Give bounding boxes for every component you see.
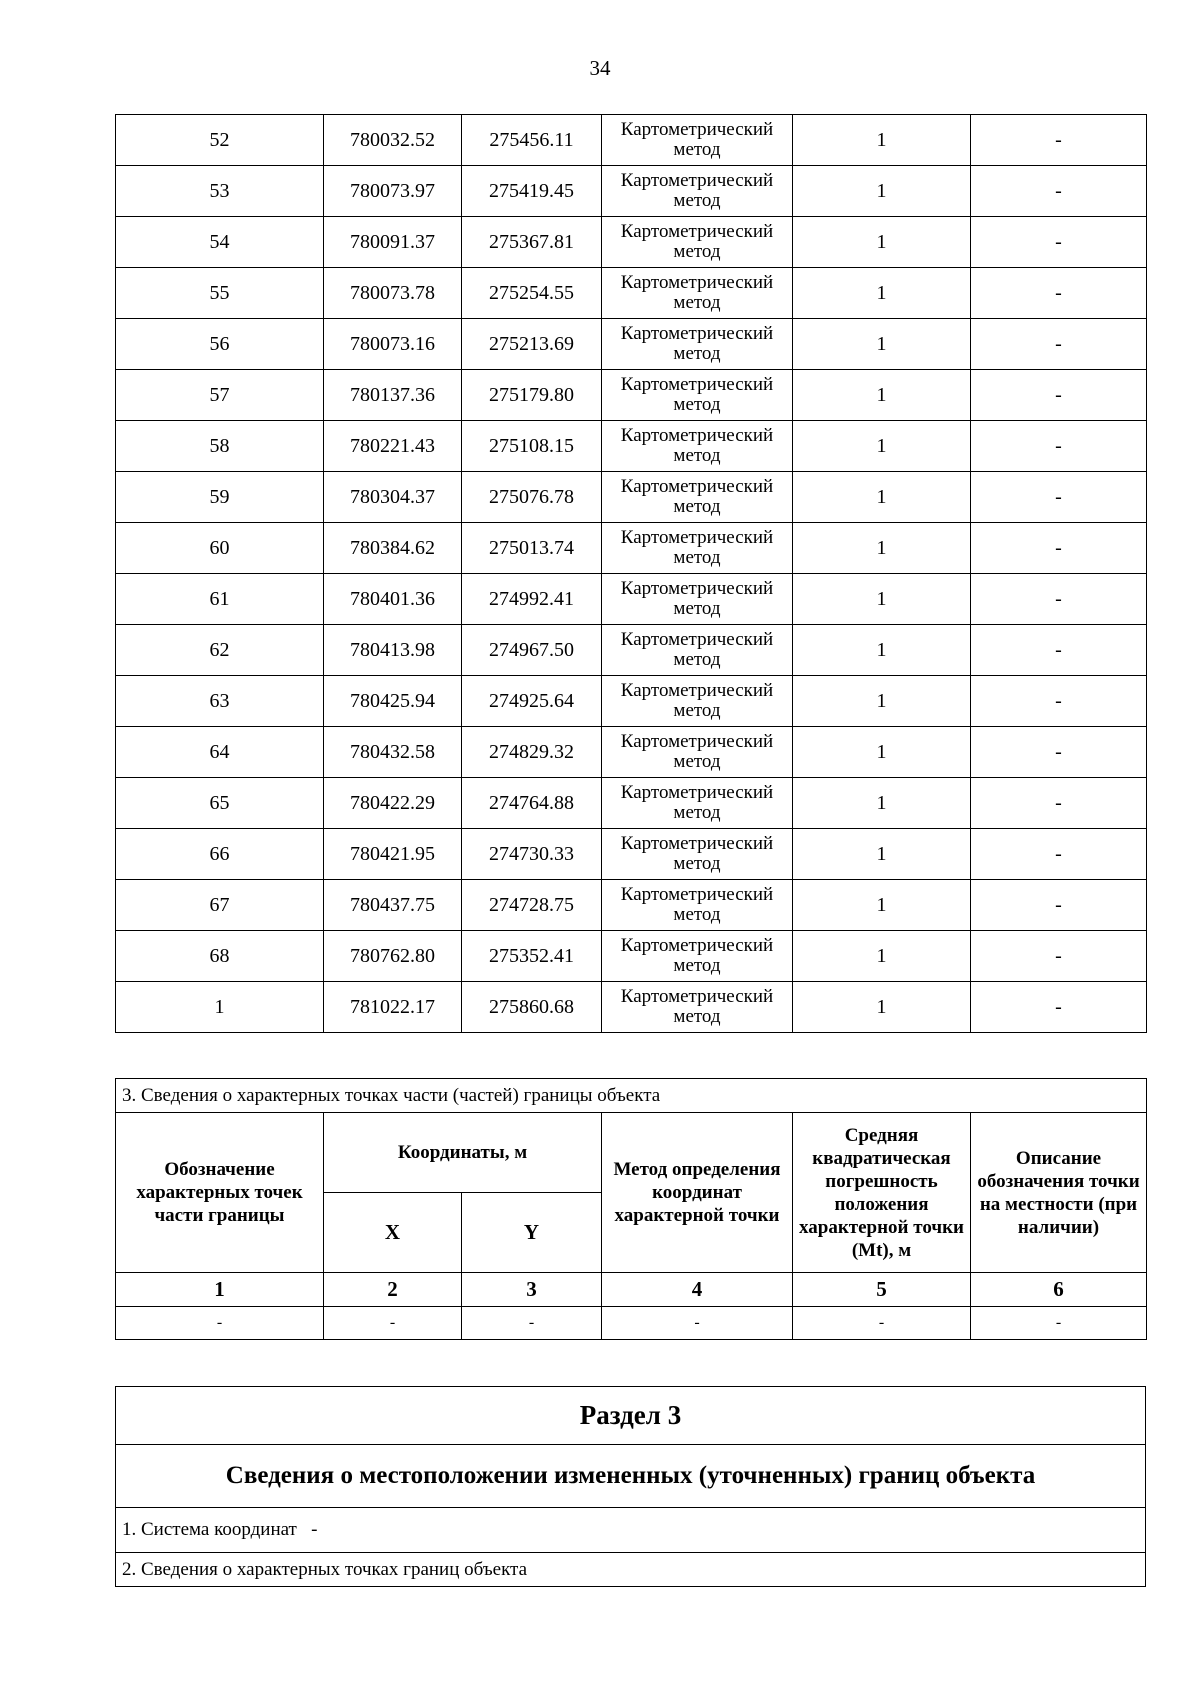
method-cell: Картометрический метод: [602, 115, 793, 166]
points-caption: 2. Сведения о характерных точках границ объекта: [116, 1553, 1146, 1587]
description-cell: -: [971, 319, 1147, 370]
method-cell: Картометрический метод: [602, 268, 793, 319]
method-cell: Картометрический метод: [602, 421, 793, 472]
section-subtitle: Сведения о местоположении измененных (уточненных) границ объекта: [116, 1445, 1146, 1508]
method-cell: Картометрический метод: [602, 676, 793, 727]
point-number-cell: 60: [116, 523, 324, 574]
description-cell: -: [971, 931, 1147, 982]
method-cell: Картометрический метод: [602, 370, 793, 421]
table-row: [116, 115, 1147, 166]
table-row: [116, 268, 1147, 319]
y-coordinate-cell: 274925.64: [462, 676, 602, 727]
description-cell: -: [971, 370, 1147, 421]
point-number-cell: 62: [116, 625, 324, 676]
accuracy-cell: 1: [793, 268, 971, 319]
description-cell: -: [971, 625, 1147, 676]
table-row: [116, 880, 1147, 931]
column-numbers-row: [116, 1273, 1147, 1307]
table-row: [116, 676, 1147, 727]
accuracy-cell: 1: [793, 931, 971, 982]
x-coordinate-cell: 780384.62: [324, 523, 462, 574]
table-row: [116, 574, 1147, 625]
table-row: [116, 727, 1147, 778]
x-coordinate-cell: 780432.58: [324, 727, 462, 778]
x-coordinate-cell: 780073.78: [324, 268, 462, 319]
accuracy-cell: 1: [793, 115, 971, 166]
y-coordinate-cell: 275179.80: [462, 370, 602, 421]
column-number: 1: [116, 1273, 324, 1307]
header-method: Метод определения координат характерной точки: [602, 1113, 793, 1273]
x-coordinate-cell: 780032.52: [324, 115, 462, 166]
description-cell: -: [971, 676, 1147, 727]
empty-cell: -: [602, 1307, 793, 1340]
point-number-cell: 55: [116, 268, 324, 319]
description-cell: -: [971, 217, 1147, 268]
y-coordinate-cell: 275419.45: [462, 166, 602, 217]
point-number-cell: 65: [116, 778, 324, 829]
boundary-points-table: [115, 114, 1147, 1033]
accuracy-cell: 1: [793, 319, 971, 370]
empty-cell: -: [793, 1307, 971, 1340]
description-cell: -: [971, 166, 1147, 217]
x-coordinate-cell: 780422.29: [324, 778, 462, 829]
method-cell: Картометрический метод: [602, 829, 793, 880]
x-coordinate-cell: 781022.17: [324, 982, 462, 1033]
accuracy-cell: 1: [793, 217, 971, 268]
header-x: X: [324, 1193, 462, 1273]
accuracy-cell: 1: [793, 523, 971, 574]
y-coordinate-cell: 274730.33: [462, 829, 602, 880]
empty-cell: -: [116, 1307, 324, 1340]
y-coordinate-cell: 274764.88: [462, 778, 602, 829]
method-cell: Картометрический метод: [602, 319, 793, 370]
table-row: [116, 370, 1147, 421]
description-cell: -: [971, 574, 1147, 625]
accuracy-cell: 1: [793, 982, 971, 1033]
y-coordinate-cell: 274829.32: [462, 727, 602, 778]
accuracy-cell: 1: [793, 880, 971, 931]
accuracy-cell: 1: [793, 574, 971, 625]
method-cell: Картометрический метод: [602, 574, 793, 625]
table-row: [116, 217, 1147, 268]
y-coordinate-cell: 275456.11: [462, 115, 602, 166]
point-number-cell: 61: [116, 574, 324, 625]
accuracy-cell: 1: [793, 676, 971, 727]
accuracy-cell: 1: [793, 370, 971, 421]
column-number: 4: [602, 1273, 793, 1307]
table-row: [116, 319, 1147, 370]
y-coordinate-cell: 275108.15: [462, 421, 602, 472]
method-cell: Картометрический метод: [602, 931, 793, 982]
x-coordinate-cell: 780437.75: [324, 880, 462, 931]
method-cell: Картометрический метод: [602, 727, 793, 778]
x-coordinate-cell: 780091.37: [324, 217, 462, 268]
point-number-cell: 59: [116, 472, 324, 523]
method-cell: Картометрический метод: [602, 625, 793, 676]
point-number-cell: 56: [116, 319, 324, 370]
y-coordinate-cell: 275076.78: [462, 472, 602, 523]
coordinate-system-value: -: [311, 1519, 318, 1540]
method-cell: Картометрический метод: [602, 166, 793, 217]
empty-cell: -: [462, 1307, 602, 1340]
method-cell: Картометрический метод: [602, 778, 793, 829]
point-number-cell: 68: [116, 931, 324, 982]
description-cell: -: [971, 268, 1147, 319]
description-cell: -: [971, 880, 1147, 931]
y-coordinate-cell: 275213.69: [462, 319, 602, 370]
boundary-points-body: [116, 115, 1147, 1033]
description-cell: -: [971, 115, 1147, 166]
point-number-cell: 67: [116, 880, 324, 931]
point-number-cell: 66: [116, 829, 324, 880]
accuracy-cell: 1: [793, 472, 971, 523]
accuracy-cell: 1: [793, 829, 971, 880]
column-number: 2: [324, 1273, 462, 1307]
point-number-cell: 53: [116, 166, 324, 217]
method-cell: Картометрический метод: [602, 523, 793, 574]
page-number: 34: [589, 56, 611, 80]
y-coordinate-cell: 274728.75: [462, 880, 602, 931]
point-number-cell: 64: [116, 727, 324, 778]
table-row: [116, 829, 1147, 880]
accuracy-cell: 1: [793, 421, 971, 472]
accuracy-cell: 1: [793, 727, 971, 778]
header-coordinates: Координаты, м: [324, 1113, 602, 1193]
table-row: [116, 778, 1147, 829]
section-3-table: [115, 1386, 1146, 1587]
y-coordinate-cell: 274992.41: [462, 574, 602, 625]
method-cell: Картометрический метод: [602, 982, 793, 1033]
x-coordinate-cell: 780401.36: [324, 574, 462, 625]
x-coordinate-cell: 780762.80: [324, 931, 462, 982]
table-row: [116, 166, 1147, 217]
header-y: Y: [462, 1193, 602, 1273]
empty-cell: -: [324, 1307, 462, 1340]
point-number-cell: 63: [116, 676, 324, 727]
x-coordinate-cell: 780073.97: [324, 166, 462, 217]
section-title: Раздел 3: [116, 1387, 1146, 1445]
description-cell: -: [971, 829, 1147, 880]
empty-data-row: [116, 1307, 1147, 1340]
table-row: [116, 421, 1147, 472]
description-cell: -: [971, 982, 1147, 1033]
point-number-cell: 58: [116, 421, 324, 472]
description-cell: -: [971, 472, 1147, 523]
table-row: [116, 931, 1147, 982]
y-coordinate-cell: 275367.81: [462, 217, 602, 268]
method-cell: Картометрический метод: [602, 880, 793, 931]
coordinate-system-line: [116, 1508, 1146, 1553]
x-coordinate-cell: 780421.95: [324, 829, 462, 880]
column-number: 6: [971, 1273, 1147, 1307]
point-number-cell: 54: [116, 217, 324, 268]
point-number-cell: 57: [116, 370, 324, 421]
description-cell: -: [971, 727, 1147, 778]
column-number: 5: [793, 1273, 971, 1307]
accuracy-cell: 1: [793, 778, 971, 829]
description-cell: -: [971, 421, 1147, 472]
x-coordinate-cell: 780073.16: [324, 319, 462, 370]
header-designation: Обозначение характерных точек части границы: [116, 1113, 324, 1273]
coordinate-system-label: 1. Система координат: [122, 1519, 297, 1540]
y-coordinate-cell: 275352.41: [462, 931, 602, 982]
x-coordinate-cell: 780413.98: [324, 625, 462, 676]
x-coordinate-cell: 780221.43: [324, 421, 462, 472]
description-cell: -: [971, 778, 1147, 829]
x-coordinate-cell: 780304.37: [324, 472, 462, 523]
column-number: 3: [462, 1273, 602, 1307]
description-cell: -: [971, 523, 1147, 574]
point-number-cell: 1: [116, 982, 324, 1033]
part-section-caption: 3. Сведения о характерных точках части (частей) границы объекта: [116, 1079, 1147, 1113]
header-description: Описание обозначения точки на местности (при наличии): [971, 1113, 1147, 1273]
x-coordinate-cell: 780137.36: [324, 370, 462, 421]
x-coordinate-cell: 780425.94: [324, 676, 462, 727]
y-coordinate-cell: 275013.74: [462, 523, 602, 574]
y-coordinate-cell: 275254.55: [462, 268, 602, 319]
accuracy-cell: 1: [793, 166, 971, 217]
y-coordinate-cell: 274967.50: [462, 625, 602, 676]
empty-cell: -: [971, 1307, 1147, 1340]
accuracy-cell: 1: [793, 625, 971, 676]
table-row: [116, 523, 1147, 574]
table-row: [116, 625, 1147, 676]
point-number-cell: 52: [116, 115, 324, 166]
table-row: [116, 982, 1147, 1033]
table-row: [116, 472, 1147, 523]
part-boundary-points-table: [115, 1078, 1147, 1340]
y-coordinate-cell: 275860.68: [462, 982, 602, 1033]
method-cell: Картометрический метод: [602, 472, 793, 523]
method-cell: Картометрический метод: [602, 217, 793, 268]
header-accuracy: Средняя квадратическая погрешность положения характерной точки (Mt), м: [793, 1113, 971, 1273]
